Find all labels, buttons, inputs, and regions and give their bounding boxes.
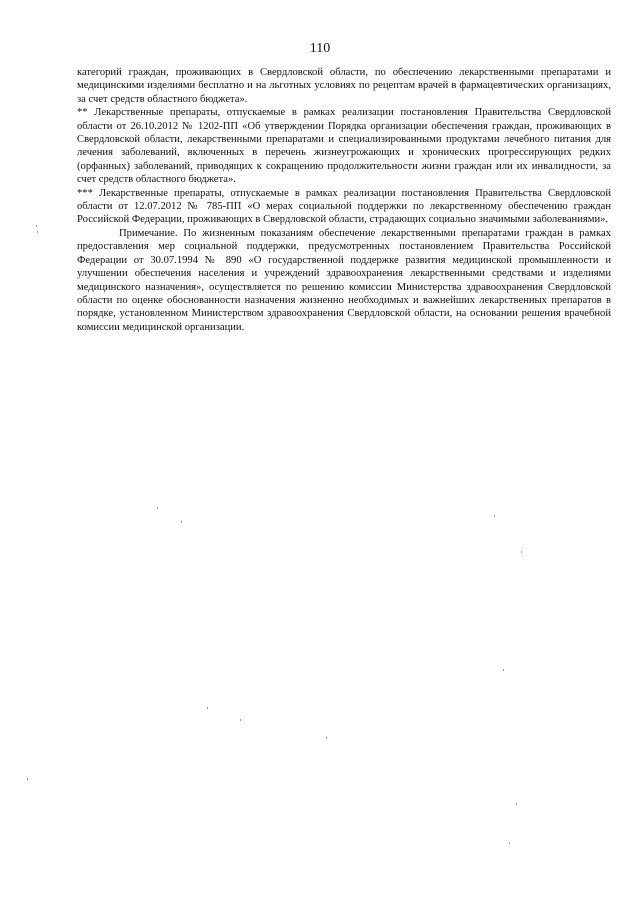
- scan-speck: [27, 778, 28, 780]
- scan-speck: [521, 551, 522, 553]
- footnote-triple-asterisk: *** Лекарственные препараты, отпускаемые в рамках реализации постановления Правительства Свердловской области от 12.07.2012 № 785-ПП «О мерах социальной поддержки по лекарственному обеспечению граждан Российской Федерации, проживающих в Свердловской области, страдающих социально значимыми заболеваниями».: [77, 187, 611, 226]
- scan-speck: [37, 231, 38, 233]
- scan-speck: [516, 803, 517, 805]
- page-number: 110: [309, 41, 331, 56]
- scan-speck: [326, 737, 327, 739]
- scan-speck: [36, 225, 37, 227]
- scan-speck: [240, 719, 241, 721]
- scan-speck: [181, 521, 182, 523]
- paragraph-continuation: категорий граждан, проживающих в Свердловской области, по обеспечению лекарственными препаратами и медицинскими изделиями бесплатно и на льготных условиях по рецептам врачей в фармацевтических организациях, за счет средств областного бюджета».: [77, 67, 611, 105]
- document-body: [77, 66, 611, 334]
- scan-speck: [503, 669, 504, 671]
- scan-speck: [207, 707, 208, 709]
- footnote-double-asterisk: ** Лекарственные препараты, отпускаемые в рамках реализации постановления Правительства Свердловской области от 26.10.2012 № 1202-ПП «Об утверждении Порядка организации обеспечения граждан, проживающих в Свердловской области, лекарственными препаратами и специализированными продуктами лечебного питания для лечения заболеваний, включенных в перечень жизнеугрожающих и хронических прогрессирующих редких (орфанных) заболеваний, приводящих к сокращению продолжительности жизни граждан или их инвалидности, за счет средств областного бюджета».: [77, 107, 611, 186]
- note-paragraph: Примечание. По жизненным показаниям обеспечение лекарственными препаратами граждан в рамках предоставления мер социальной поддержки, предусмотренных постановлением Правительства Российской Федерации от 30.07.1994 № 890 «О государственной поддержке развития медицинской промышленности и улучшении обеспечения населения и учреждений здравоохранения лекарственными средствами и изделиями медицинского назначения», осуществляется по решению комиссии Министерства здравоохранения Свердловской области по оценке обоснованности назначения жизненно необходимых и важнейших лекарственных препаратов в порядке, установленном Министерством здравоохранения Свердловской области, на основании решения врачебной комиссии медицинской организации.: [77, 227, 611, 333]
- scan-speck: [494, 515, 495, 517]
- scan-speck: [157, 507, 158, 509]
- scan-speck: [509, 842, 510, 844]
